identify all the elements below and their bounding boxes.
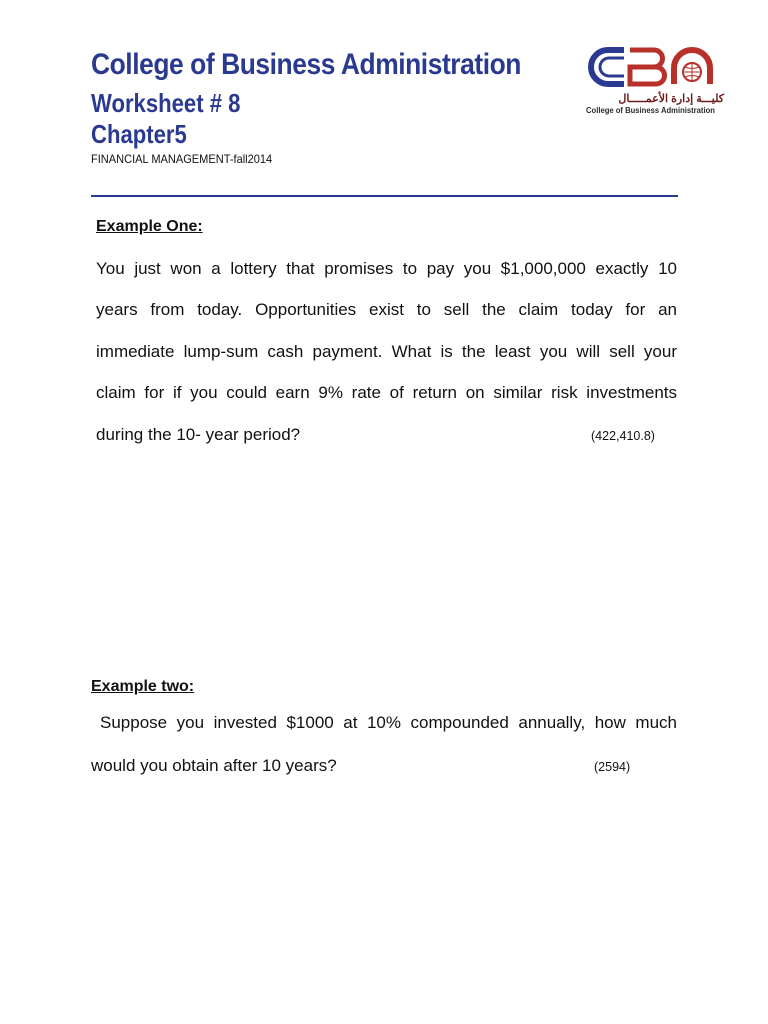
example-two-answer: (2594) bbox=[594, 760, 631, 774]
example-one-heading: Example One: bbox=[96, 218, 203, 235]
example-two-line: would you obtain after 10 years? bbox=[91, 756, 337, 775]
example-two-line: Suppose you invested $1000 at 10% compounded annually, how much bbox=[100, 713, 677, 732]
example-one-line: claim for if you could earn 9% rate of return on similar risk investments bbox=[96, 383, 677, 402]
logo-english-text: College of Business Administration bbox=[586, 105, 715, 115]
example-one-line: years from today. Opportunities exist to sell the claim today for an bbox=[96, 300, 677, 319]
header-divider bbox=[91, 195, 678, 197]
course-name: FINANCIAL MANAGEMENT-fall2014 bbox=[91, 152, 273, 166]
chapter-title: Chapter5 bbox=[91, 119, 187, 149]
logo-arabic-text: كليـــة إدارة الأعمـــــال bbox=[618, 93, 724, 105]
example-one-answer: (422,410.8) bbox=[591, 429, 655, 443]
worksheet-title: Worksheet # 8 bbox=[91, 88, 241, 118]
example-one-line: immediate lump-sum cash payment. What is the least you will sell your bbox=[96, 342, 677, 361]
example-one-line: You just won a lottery that promises to pay you $1,000,000 exactly 10 bbox=[96, 259, 677, 278]
college-title: College of Business Administration bbox=[91, 48, 521, 81]
example-two-heading: Example two: bbox=[91, 678, 195, 695]
example-one-line: during the 10- year period? bbox=[96, 425, 301, 444]
